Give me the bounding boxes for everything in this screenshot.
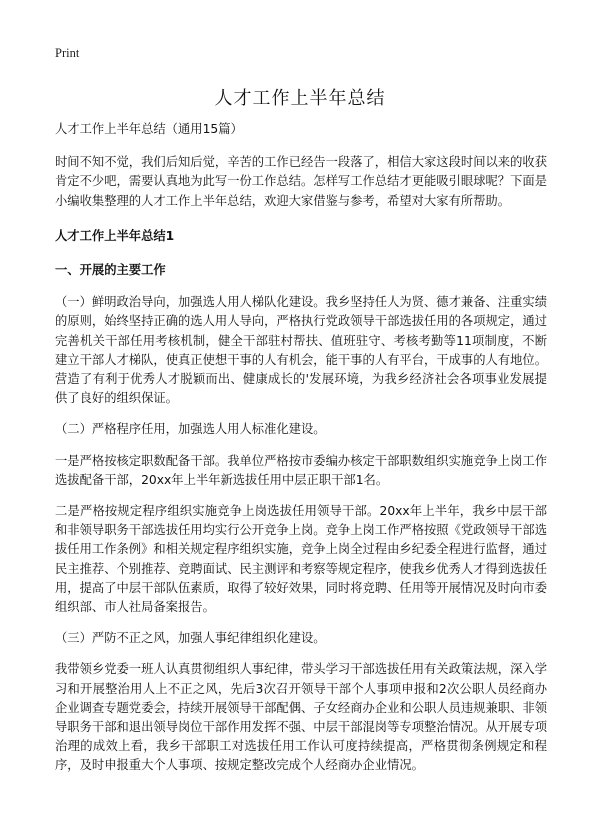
document-title: 人才工作上半年总结: [214, 88, 386, 109]
body-paragraph: （二）严格程序任用，加强选人用人标准化建设。: [55, 422, 326, 437]
document-subtitle: 人才工作上半年总结（通用15篇）: [55, 122, 243, 136]
body-paragraph: 我带领乡党委一班人认真贯彻组织人事纪律，带头学习干部选拔任用有关政策法规，深入学习和开展整治用人上不正之风，先后3次召开领导干部个人事项申报和2次公职人员经商办企业调查专题党委会，持续开展领导干部配偶、子女经商办企业和公职人员违规兼职、非领导职务干部和退出领导岗位干部作用发挥不强、中层干部混岗等专项整治情况。从开展专项治理的成效上看，我乡干部职工对选拔任用工作认可度持续提高，严格贯彻条例规定和程序，及时申报重大个人事项、按规定整改完成个人经商办企业情况。: [55, 662, 547, 773]
section-heading: 人才工作上半年总结1: [55, 228, 175, 243]
body-paragraph: 二是严格按规定程序组织实施竞争上岗选拔任用领导干部。20xx年上半年，我乡中层干部和非领导职务干部选拔任用均实行公开竞争上岗。竞争上岗工作严格按照《党政领导干部选拔任用工作条例》和相关规定程序组织实施，竞争上岗全过程由乡纪委全程进行监督，通过民主推荐、个别推荐、竞聘面试、民主测评和考察等规定程序，使我乡优秀人才得到选拔任用，提高了中层干部队伍素质，取得了较好效果，同时将竞聘、任用等开展情况及时向市委组织部、市人社局备案报告。: [55, 504, 547, 615]
intro-paragraph: 时间不知不觉，我们后知后觉，辛苦的工作已经告一段落了，相信大家这段时间以来的收获肯定不少吧，需要认真地为此写一份工作总结。怎样写工作总结才更能吸引眼球呢？下面是小编收集整理的人才工作上半年总结，欢迎大家借鉴与参考，希望对大家有所帮助。: [55, 155, 547, 208]
print-link[interactable]: Print: [55, 46, 80, 60]
body-paragraph: （一）鲜明政治导向，加强选人用人梯队化建设。我乡坚持任人为贤、德才兼备、注重实绩的原则，始终坚持正确的选人用人导向，严格执行党政领导干部选拔任用的各项规定，通过完善机关干部任用考核机制，健全干部驻村帮扶、值班驻守、考核考勤等11项制度，不断建立干部人才梯队，使真正使想干事的人有机会，能干事的人有平台，干成事的人有地位。营造了有利于优秀人才脱颖而出、健康成长的'发展环境，为我乡经济社会各项事业发展提供了良好的组织保证。: [55, 295, 547, 406]
part-heading: 一、开展的主要工作: [55, 263, 166, 278]
body-paragraph: 一是严格按核定职数配备干部。我单位严格按市委编办核定干部职数组织实施竞争上岗工作选拔配备干部，20xx年上半年新选拔任用中层正职干部1名。: [55, 453, 547, 487]
body-paragraph: （三）严防不正之风，加强人事纪律组织化建设。: [55, 631, 326, 646]
document-body: [55, 120, 547, 788]
